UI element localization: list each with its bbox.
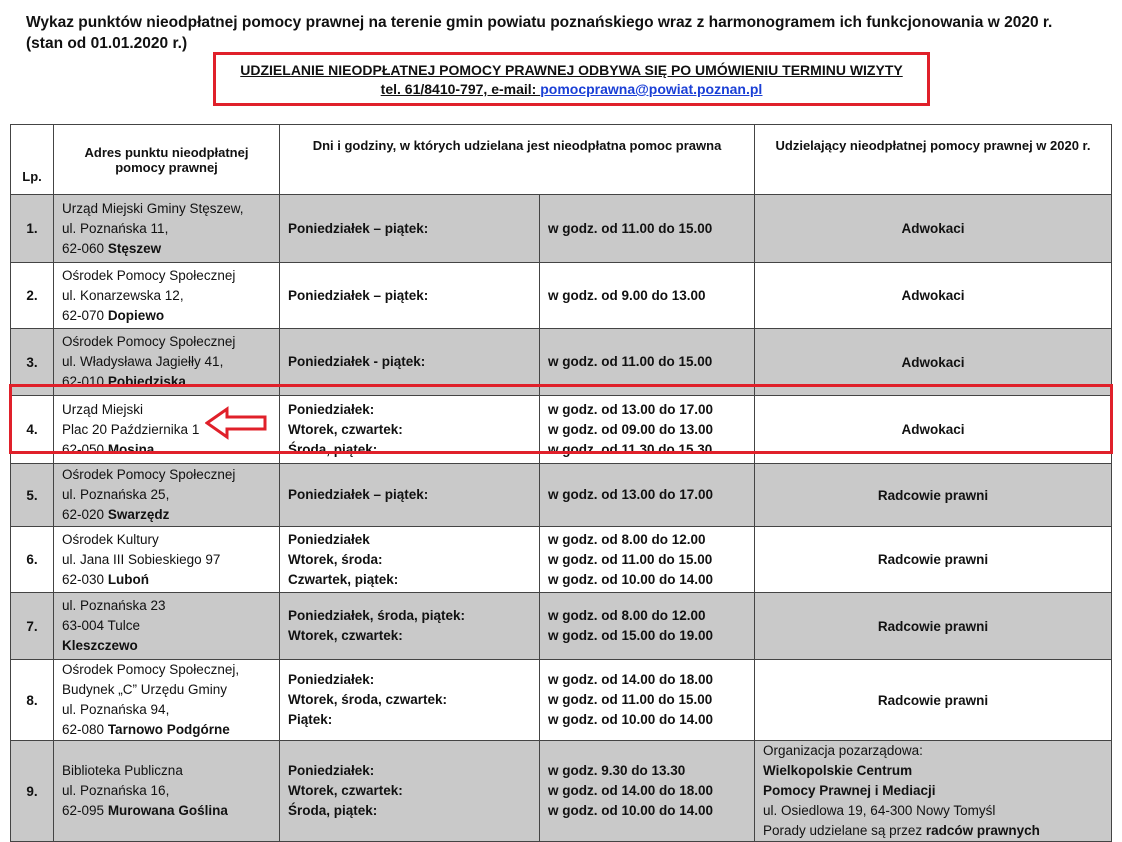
- table-row: [11, 527, 1112, 593]
- header-address: Adres punktu nieodpłatnej pomocy prawnej: [54, 125, 280, 195]
- days-cell: [280, 527, 540, 593]
- city-name: Swarzędz: [107, 507, 170, 522]
- days-line: Wtorek, środa, czwartek:: [288, 692, 448, 707]
- notice-line-2: [216, 80, 927, 99]
- days-cell: [280, 396, 540, 464]
- row-number: 7.: [11, 593, 54, 660]
- hours-line: w godz. od 11.00 do 15.00: [548, 692, 713, 707]
- postal-code: 62-080: [62, 722, 105, 737]
- address-city-line: [62, 720, 279, 740]
- hours-cell: [540, 660, 755, 741]
- hours-cell: [540, 464, 755, 527]
- address-line: ul. Poznańska 25,: [62, 487, 170, 502]
- postal-code: 62-095: [62, 803, 105, 818]
- address-cell: [54, 593, 280, 660]
- hours-cell: [540, 527, 755, 593]
- provider-line: Pomocy Prawnej i Mediacji: [763, 783, 936, 798]
- address-cell: [54, 527, 280, 593]
- row-number: 6.: [11, 527, 54, 593]
- hours-line: w godz. od 13.00 do 17.00: [548, 487, 714, 502]
- provider-note: Porady udzielane są przez: [763, 823, 926, 838]
- address-cell: [54, 195, 280, 263]
- days-line: Wtorek, czwartek:: [288, 783, 403, 798]
- days-line: Poniedziałek - piątek:: [288, 354, 426, 369]
- header-provider: Udzielający nieodpłatnej pomocy prawnej w 2020 r.: [755, 125, 1112, 195]
- days-cell: [280, 593, 540, 660]
- postal-code: 62-070: [62, 307, 105, 323]
- hours-line: w godz. od 11.00 do 15.00: [548, 551, 713, 567]
- address-city-line: [62, 505, 279, 525]
- row-number: 5.: [11, 464, 54, 527]
- address-line: Ośrodek Pomocy Społecznej,: [62, 662, 240, 677]
- days-cell: [280, 741, 540, 842]
- days-line: Wtorek, środa:: [288, 551, 383, 567]
- address-line: ul. Poznańska 16,: [62, 783, 170, 798]
- address-line: ul. Poznańska 94,: [62, 702, 170, 717]
- document-title: [26, 12, 1116, 54]
- header-days: Dni i godziny, w których udzielana jest nieodpłatna pomoc prawna: [280, 125, 755, 195]
- table-row: [11, 593, 1112, 660]
- table-row: [11, 396, 1112, 464]
- postal-code: 62-030: [62, 571, 105, 587]
- table-row: [11, 263, 1112, 329]
- hours-line: w godz. od 11.30 do 15.30: [548, 441, 713, 457]
- title-line-1: Wykaz punktów nieodpłatnej pomocy prawnej na terenie gmin powiatu poznańskiego wraz z harmonogramem ich funkcjonowania w 2020 r.: [26, 14, 1053, 31]
- appointment-notice: [213, 52, 930, 106]
- notice-phone: tel. 61/8410-797, e-mail:: [380, 81, 541, 97]
- days-line: Poniedziałek – piątek:: [288, 220, 429, 236]
- provider-cell: Adwokaci: [755, 195, 1112, 263]
- row-number: 9.: [11, 741, 54, 842]
- hours-cell: [540, 195, 755, 263]
- days-line: Piątek:: [288, 712, 333, 727]
- hours-line: w godz. od 13.00 do 17.00: [548, 401, 714, 417]
- hours-line: w godz. od 10.00 do 14.00: [548, 571, 714, 587]
- address-cell: [54, 660, 280, 741]
- address-city-line: [62, 801, 279, 821]
- table-row: [11, 329, 1112, 396]
- city-name: Tarnowo Podgórne: [107, 722, 230, 737]
- address-line: ul. Jana III Sobieskiego 97: [62, 551, 221, 567]
- table-row: [11, 195, 1112, 263]
- title-line-2: (stan od 01.01.2020 r.): [26, 35, 188, 52]
- city-name: Murowana Goślina: [107, 803, 228, 818]
- city-name: Dopiewo: [107, 307, 165, 323]
- address-line: Urząd Miejski Gminy Stęszew,: [62, 200, 244, 216]
- email-link[interactable]: pomocprawna@powiat.poznan.pl: [540, 81, 763, 97]
- address-line: Biblioteka Publiczna: [62, 763, 183, 778]
- provider-cell: Radcowie prawni: [755, 464, 1112, 527]
- notice-line-1: UDZIELANIE NIEODPŁATNEJ POMOCY PRAWNEJ ODBYWA SIĘ PO UMÓWIENIU TERMINU WIZYTY: [240, 62, 903, 78]
- header-lp: Lp.: [11, 125, 54, 195]
- provider-cell: Adwokaci: [755, 329, 1112, 396]
- city-name: Luboń: [107, 571, 150, 587]
- hours-line: w godz. od 8.00 do 12.00: [548, 531, 706, 547]
- provider-note-bold: radców prawnych: [925, 823, 1040, 838]
- postal-code: 62-050: [62, 441, 105, 457]
- postal-code: 62-060: [62, 240, 105, 256]
- hours-cell: [540, 741, 755, 842]
- days-line: Czwartek, piątek:: [288, 571, 399, 587]
- postal-code: 62-010: [62, 374, 105, 389]
- provider-cell: Radcowie prawni: [755, 593, 1112, 660]
- table-row: [11, 464, 1112, 527]
- address-line: Ośrodek Kultury: [62, 531, 159, 547]
- days-line: Wtorek, czwartek:: [288, 628, 403, 643]
- hours-line: w godz. od 10.00 do 14.00: [548, 803, 714, 818]
- provider-cell: [755, 741, 1112, 842]
- days-line: Wtorek, czwartek:: [288, 421, 403, 437]
- table-body: [11, 195, 1112, 842]
- address-cell: [54, 263, 280, 329]
- hours-line: w godz. od 10.00 do 14.00: [548, 712, 714, 727]
- hours-line: w godz. od 8.00 do 12.00: [548, 608, 706, 623]
- row-number: 4.: [11, 396, 54, 464]
- hours-cell: [540, 263, 755, 329]
- address-city-line: [62, 440, 279, 460]
- city-name: Kleszczewo: [62, 638, 138, 653]
- row-number: 8.: [11, 660, 54, 741]
- hours-line: w godz. od 11.00 do 15.00: [548, 220, 713, 236]
- address-cell: [54, 329, 280, 396]
- days-cell: [280, 195, 540, 263]
- city-name: Pobiedziska: [107, 374, 186, 389]
- address-line: ul. Władysława Jagiełły 41,: [62, 354, 224, 369]
- days-line: Poniedziałek – piątek:: [288, 287, 429, 303]
- address-line: Budynek „C” Urzędu Gminy: [62, 682, 228, 697]
- days-line: Poniedziałek:: [288, 401, 375, 417]
- address-city-line: [62, 636, 279, 656]
- days-line: Poniedziałek, środa, piątek:: [288, 608, 466, 623]
- hours-line: w godz. od 09.00 do 13.00: [548, 421, 714, 437]
- address-cell: [54, 741, 280, 842]
- address-city-line: [62, 239, 279, 259]
- address-city-line: [62, 570, 279, 590]
- provider-cell: Adwokaci: [755, 396, 1112, 464]
- address-line: ul. Konarzewska 12,: [62, 287, 184, 303]
- provider-line: Wielkopolskie Centrum: [763, 763, 913, 778]
- table-row: [11, 660, 1112, 741]
- address-line: Ośrodek Pomocy Społecznej: [62, 267, 236, 283]
- city-name: Stęszew: [107, 240, 162, 256]
- postal-code: 62-020: [62, 507, 105, 522]
- hours-line: w godz. od 15.00 do 19.00: [548, 628, 714, 643]
- provider-cell: Adwokaci: [755, 263, 1112, 329]
- hours-cell: [540, 396, 755, 464]
- days-cell: [280, 329, 540, 396]
- days-line: Poniedziałek:: [288, 763, 375, 778]
- left-arrow-outline-icon: [205, 405, 269, 441]
- row-number: 1.: [11, 195, 54, 263]
- provider-cell: Radcowie prawni: [755, 527, 1112, 593]
- address-city-line: [62, 306, 279, 326]
- days-line: Poniedziałek:: [288, 672, 375, 687]
- hours-line: w godz. od 9.00 do 13.00: [548, 287, 706, 303]
- table-row: [11, 741, 1112, 842]
- provider-cell: Radcowie prawni: [755, 660, 1112, 741]
- row-number: 2.: [11, 263, 54, 329]
- provider-line: [763, 821, 1111, 841]
- row-number: 3.: [11, 329, 54, 396]
- hours-line: w godz. od 14.00 do 18.00: [548, 783, 714, 798]
- address-line: Urząd Miejski: [62, 401, 144, 417]
- days-cell: [280, 263, 540, 329]
- hours-line: w godz. 9.30 do 13.30: [548, 763, 686, 778]
- address-line: Ośrodek Pomocy Społecznej: [62, 334, 236, 349]
- provider-line: ul. Osiedlowa 19, 64-300 Nowy Tomyśl: [763, 803, 996, 818]
- address-line: ul. Poznańska 23: [62, 598, 166, 613]
- hours-line: w godz. od 14.00 do 18.00: [548, 672, 714, 687]
- address-line: Ośrodek Pomocy Społecznej: [62, 467, 236, 482]
- address-cell: [54, 464, 280, 527]
- provider-line: Organizacja pozarządowa:: [763, 743, 923, 758]
- days-line: Poniedziałek: [288, 531, 370, 547]
- hours-cell: [540, 329, 755, 396]
- days-line: Środa, piątek:: [288, 441, 378, 457]
- legal-aid-table: [10, 124, 1112, 842]
- city-name: Mosina: [107, 441, 155, 457]
- address-city-line: [62, 372, 279, 392]
- days-cell: [280, 464, 540, 527]
- address-line: ul. Poznańska 11,: [62, 220, 169, 236]
- hours-cell: [540, 593, 755, 660]
- days-line: Środa, piątek:: [288, 803, 378, 818]
- address-line: 63-004 Tulce: [62, 618, 141, 633]
- hours-line: w godz. od 11.00 do 15.00: [548, 354, 713, 369]
- address-line: Plac 20 Października 1: [62, 421, 200, 437]
- days-cell: [280, 660, 540, 741]
- days-line: Poniedziałek – piątek:: [288, 487, 429, 502]
